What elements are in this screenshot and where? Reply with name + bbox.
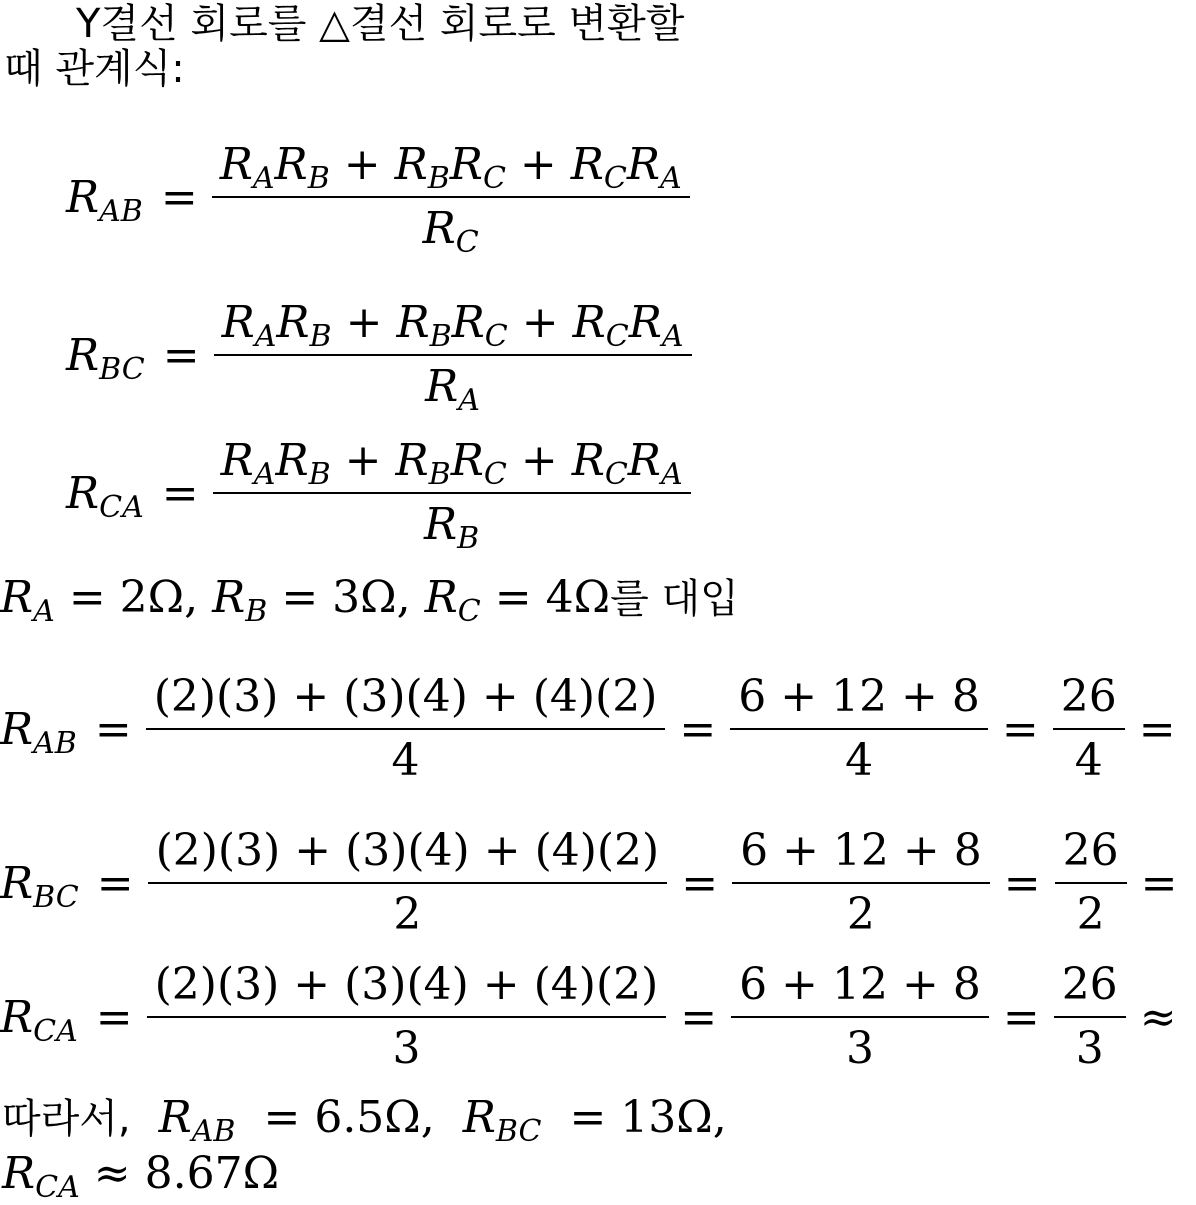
calc-fraction-total: $\frac{26}{4}$	[1057, 672, 1121, 786]
calc-row-rca: $R_{CA}$ = $\frac{(2)(3) + (3)(4) + (4)(2)}{3}$ = $\frac{6 + 12 + 8}{3}$ = $\frac{26}{3}$ ≈	[0, 959, 1177, 1074]
formula-denominator: $R_B$	[213, 492, 691, 550]
formula-fraction	[216, 139, 686, 260]
calc-row-rbc: $R_{BC}$ = $\frac{(2)(3) + (3)(4) + (4)(2)}{2}$ = $\frac{6 + 12 + 8}{2}$ = $\frac{26}{2}$ =	[0, 825, 1178, 940]
calc-lhs: $R_{BC}$	[0, 857, 79, 915]
calc-fraction-total: $\frac{26}{3}$	[1058, 960, 1122, 1074]
formula-lhs: $R_{AB}$	[66, 171, 143, 229]
calc-fraction-expr: $\frac{(2)(3) + (3)(4) + (4)(2)}{2}$	[152, 826, 664, 940]
calc-lhs: $R_{AB}$	[0, 703, 77, 761]
formula-rca: $R_{CA}$ = $\frac{R_AR_B + R_BR_C + R_CR_A}{R_B}$	[66, 436, 687, 550]
formula-lhs: $R_{CA}$	[66, 467, 144, 525]
formula-denominator: $R_A$	[214, 354, 692, 412]
formula-fraction	[217, 435, 687, 556]
calc-fraction-sum: $\frac{6 + 12 + 8}{4}$	[734, 672, 984, 786]
intro-line-1: Y결선 회로를 △결선 회로로 변환할	[76, 1, 685, 47]
formula-rbc: $R_{BC}$ = $\frac{R_AR_B + R_BR_C + R_CR_A}{R_A}$	[66, 298, 688, 412]
substitution-line: $R_A = 2\Omega$, $R_B = 3\Omega$, $R_C = 4\Omega$를 대입	[0, 572, 739, 629]
formula-lhs: $R_{BC}$	[66, 329, 145, 387]
calc-fraction-expr: $\frac{(2)(3) + (3)(4) + (4)(2)}{3}$	[151, 960, 663, 1074]
calc-fraction-sum: $\frac{6 + 12 + 8}{2}$	[736, 826, 986, 940]
conclusion-line-2: $R_{CA} \approx 8.67\Omega$	[2, 1148, 280, 1205]
calc-fraction-total: $\frac{26}{2}$	[1059, 826, 1123, 940]
intro-text	[4, 2, 1104, 91]
calc-row-rab: $R_{AB}$ = $\frac{(2)(3) + (3)(4) + (4)(2)}{4}$ = $\frac{6 + 12 + 8}{4}$ = $\frac{26}{4}$ =	[0, 671, 1176, 786]
formula-fraction	[218, 297, 688, 418]
formula-denominator: $R_C$	[212, 196, 690, 254]
intro-line-2: 때 관계식:	[4, 46, 185, 92]
formula-rab: $R_{AB}$ = $\frac{R_AR_B + R_BR_C + R_CR_A}{R_C}$	[66, 140, 686, 254]
calc-fraction-expr: $\frac{(2)(3) + (3)(4) + (4)(2)}{4}$	[150, 672, 662, 786]
formula-numerator: $R_AR_B + R_BR_C + R_CR_A$	[220, 435, 683, 492]
formula-numerator: $R_AR_B + R_BR_C + R_CR_A$	[219, 139, 682, 196]
conclusion	[2, 1090, 727, 1205]
calc-lhs: $R_{CA}$	[0, 991, 78, 1049]
calc-fraction-sum: $\frac{6 + 12 + 8}{3}$	[735, 960, 985, 1074]
conclusion-line-1: 따라서, $R_{AB} = 6.5\Omega$, $R_{BC} = 13\Omega$,	[2, 1092, 727, 1149]
formula-numerator: $R_AR_B + R_BR_C + R_CR_A$	[221, 297, 684, 354]
